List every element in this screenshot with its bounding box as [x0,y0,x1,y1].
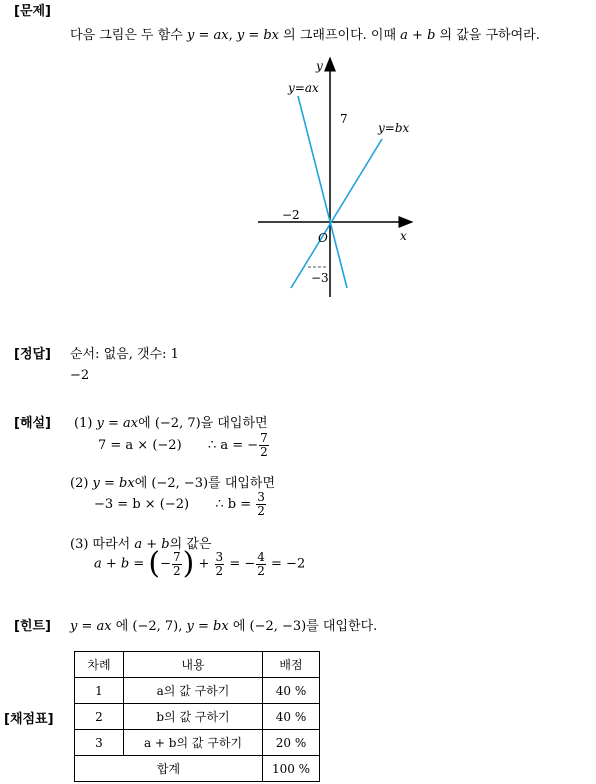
answer-info: 순서: 없음, 갯수: 1 [70,347,179,362]
step1-eq: 7 = a × (−2) [98,438,182,453]
step1-fn: y = ax [96,416,139,431]
function-graph [0,0,596,330]
answer-value: −2 [70,368,90,383]
solution-step1 [74,412,268,431]
total-points: 100 % [263,756,320,782]
solution-step1-eq [98,432,270,459]
step3-tail: 의 값은 [169,537,212,552]
step2-frac-den: 2 [257,504,265,518]
hint-fn1: y = ax [70,619,112,634]
hint-p2: 에 (−2, −3)를 대입한다. [228,619,378,634]
y-axis-label: y [316,59,323,73]
step1-frac-num: 7 [260,431,268,445]
total-row [75,756,320,782]
solution-step3-eq [94,546,306,581]
problem-fn2: y = bx [236,28,280,43]
scoring-table [74,651,320,782]
hint-text [70,615,377,634]
problem-sep: , [228,28,237,43]
hint-fn2: y = bx [186,619,229,634]
solution-step2-eq [94,491,267,518]
line-y-bx [291,139,382,288]
step3-f1-den: 2 [173,563,181,578]
tick-neg2-label: −2 [282,208,300,222]
row-order: 2 [75,704,124,730]
scoring-header-row [75,652,320,678]
step3-expr: a + b [134,537,170,552]
origin-label: O [318,231,328,245]
table-row [75,678,320,704]
scoring-label: [채점표] [4,712,54,727]
step1-frac-den: 2 [260,445,268,459]
left-paren: ( [148,546,161,581]
problem-text-mid: 의 그래프이다. 이때 [279,28,401,43]
row-points: 40 % [263,704,320,730]
step3-lhs: a + b = [94,556,149,572]
problem-fn1: y = ax [187,28,229,43]
problem-expr: a + b [400,28,436,43]
step1-head: (1) [74,416,97,431]
right-paren: ) [182,546,195,581]
step3-fraction3 [256,551,266,578]
step2-head: (2) [70,476,93,491]
step2-eq: −3 = b × (−2) [94,497,190,512]
step1-fraction [259,432,269,459]
row-points: 40 % [263,678,320,704]
solution-step2 [70,472,275,491]
problem-text-prefix: 다음 그림은 두 함수 [70,28,187,43]
row-content: a + b의 값 구하기 [124,730,263,756]
step3-fraction2 [215,551,225,578]
header-content: 내용 [124,652,263,678]
row-order: 3 [75,730,124,756]
step3-f2-den: 2 [215,563,224,578]
step3-f2-num: 3 [215,549,224,564]
step3-head: (3) 따라서 [70,537,135,552]
problem-text-suffix: 의 값을 구하여라. [435,28,540,43]
answer-label: [정답] [14,347,51,362]
step1-therefore: ∴ a = − [207,438,259,453]
step2-frac-num: 3 [257,490,265,504]
step2-therefore: ∴ b = [215,497,256,512]
solution-label: [해설] [14,416,51,431]
step3-f3-den: 2 [257,563,265,578]
x-axis-label: x [400,229,407,243]
step2-tail: 에 (−2, −3)를 대입하면 [134,476,276,491]
problem-label: [문제] [14,4,51,19]
total-label: 합계 [75,756,263,782]
row-points: 20 % [263,730,320,756]
line-b-label: y=bx [378,121,410,135]
header-points: 배점 [263,652,320,678]
step3-f1-num: 7 [173,549,181,564]
tick-7-label: 7 [340,112,348,126]
step2-fraction [256,491,266,518]
step3-plus: + [194,556,214,572]
row-content: b의 값 구하기 [124,704,263,730]
tick-neg3-label: −3 [311,271,329,285]
header-order: 차례 [75,652,124,678]
table-row [75,730,320,756]
hint-label: [힌트] [14,619,51,634]
hint-p1: 에 (−2, 7), [111,619,187,634]
step1-tail: 에 (−2, 7)을 대입하면 [138,416,268,431]
step3-eq2: = − [225,556,256,572]
line-a-label: y=ax [288,81,319,95]
step3-fraction1 [172,551,182,578]
row-content: a의 값 구하기 [124,678,263,704]
step2-fn: y = bx [92,476,135,491]
row-order: 1 [75,678,124,704]
step3-inner-sign: − [160,556,172,572]
step3-f3-num: 4 [257,549,265,564]
table-row [75,704,320,730]
step3-result: = −2 [266,556,306,572]
